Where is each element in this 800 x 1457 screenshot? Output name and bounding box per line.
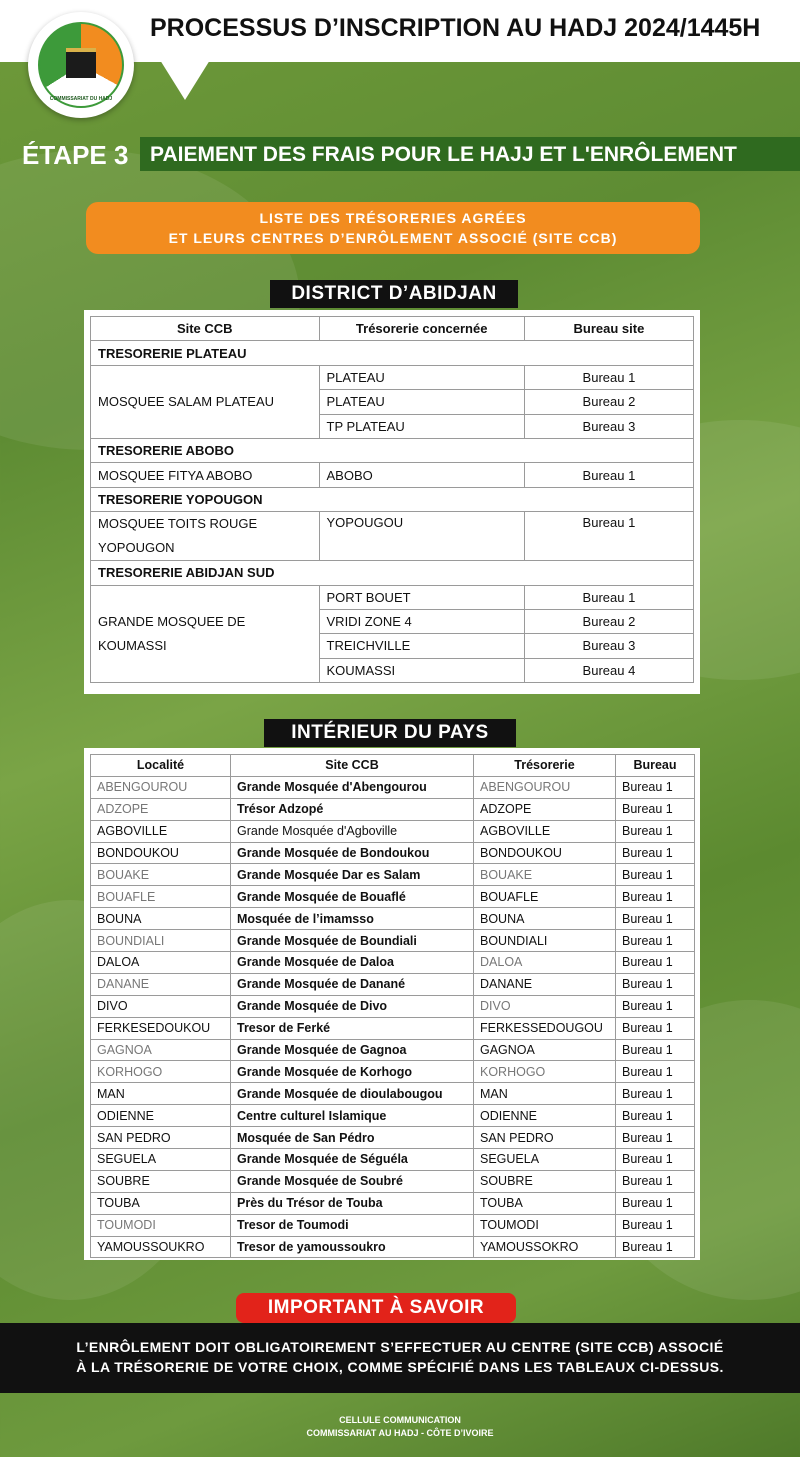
tresorerie-cell: DIVO bbox=[474, 995, 616, 1017]
bureau-cell: Bureau 1 bbox=[616, 820, 695, 842]
tresorerie-cell: KOUMASSI bbox=[319, 658, 524, 682]
site-cell: Mosquée de l’imamsso bbox=[231, 908, 474, 930]
site-cell: Grande Mosquée de Gagnoa bbox=[231, 1039, 474, 1061]
site-cell: Grande Mosquée de Danané bbox=[231, 973, 474, 995]
group-name: TRESORERIE YOPOUGON bbox=[91, 487, 694, 511]
table-row bbox=[91, 886, 695, 908]
localite-cell: KORHOGO bbox=[91, 1061, 231, 1083]
tresorerie-cell: YOPOUGOU bbox=[319, 512, 524, 561]
bureau-cell: Bureau 1 bbox=[524, 365, 693, 389]
group-row bbox=[91, 487, 694, 511]
tresorerie-cell: DALOA bbox=[474, 952, 616, 974]
logo-text: COMMISSARIAT DU HADJ bbox=[49, 96, 113, 102]
localite-cell: SOUBRE bbox=[91, 1170, 231, 1192]
table-row bbox=[91, 1017, 695, 1039]
localite-cell: MAN bbox=[91, 1083, 231, 1105]
column-header: Site CCB bbox=[91, 317, 320, 341]
localite-cell: FERKESEDOUKOU bbox=[91, 1017, 231, 1039]
tresorerie-cell: TOUBA bbox=[474, 1192, 616, 1214]
bureau-cell: Bureau 1 bbox=[616, 1192, 695, 1214]
site-cell: Grande Mosquée de Soubré bbox=[231, 1170, 474, 1192]
bureau-cell: Bureau 3 bbox=[524, 414, 693, 438]
localite-cell: BOUNA bbox=[91, 908, 231, 930]
localite-cell: SAN PEDRO bbox=[91, 1127, 231, 1149]
tresorerie-cell: BOUAKE bbox=[474, 864, 616, 886]
bureau-cell: Bureau 4 bbox=[524, 658, 693, 682]
localite-cell: BOUAKE bbox=[91, 864, 231, 886]
localite-cell: ADZOPE bbox=[91, 798, 231, 820]
table-row bbox=[91, 776, 695, 798]
bureau-cell: Bureau 1 bbox=[616, 1170, 695, 1192]
localite-cell: YAMOUSSOUKRO bbox=[91, 1236, 231, 1258]
tresorerie-cell: BONDOUKOU bbox=[474, 842, 616, 864]
column-header: Bureau site bbox=[524, 317, 693, 341]
table-row bbox=[91, 1214, 695, 1236]
tresorerie-cell: BOUAFLE bbox=[474, 886, 616, 908]
group-row bbox=[91, 438, 694, 462]
tresorerie-cell: DANANE bbox=[474, 973, 616, 995]
table-header-row bbox=[91, 317, 694, 341]
banner-line-1: LISTE DES TRÉSORERIES AGRÉES bbox=[259, 210, 527, 226]
table-row bbox=[91, 908, 695, 930]
column-header: Bureau bbox=[616, 755, 695, 777]
interieur-section-title: INTÉRIEUR DU PAYS bbox=[264, 719, 516, 747]
bureau-cell: Bureau 1 bbox=[616, 842, 695, 864]
tresorerie-cell: AGBOVILLE bbox=[474, 820, 616, 842]
bureau-cell: Bureau 1 bbox=[524, 512, 693, 561]
site-cell: Centre culturel Islamique bbox=[231, 1105, 474, 1127]
localite-cell: BOUNDIALI bbox=[91, 930, 231, 952]
step-title: PAIEMENT DES FRAIS POUR LE HAJJ ET L'ENRÔLEMENT bbox=[140, 137, 800, 171]
tresorerie-cell: VRIDI ZONE 4 bbox=[319, 609, 524, 633]
tresorerie-cell: TP PLATEAU bbox=[319, 414, 524, 438]
site-cell: MOSQUEE FITYA ABOBO bbox=[91, 463, 320, 487]
bureau-cell: Bureau 1 bbox=[616, 1017, 695, 1039]
table-row bbox=[91, 1039, 695, 1061]
localite-cell: DANANE bbox=[91, 973, 231, 995]
site-cell: Mosquée de San Pédro bbox=[231, 1127, 474, 1149]
bureau-cell: Bureau 1 bbox=[616, 1105, 695, 1127]
footer-line-2: COMMISSARIAT AU HADJ - CÔTE D’IVOIRE bbox=[306, 1428, 494, 1438]
site-cell: Grande Mosquée de Bondoukou bbox=[231, 842, 474, 864]
bureau-cell: Bureau 1 bbox=[616, 995, 695, 1017]
tresorerie-cell: TREICHVILLE bbox=[319, 634, 524, 658]
table-header-row bbox=[91, 755, 695, 777]
group-name: TRESORERIE ABOBO bbox=[91, 438, 694, 462]
kaaba-icon bbox=[66, 48, 96, 78]
table-row bbox=[91, 995, 695, 1017]
group-name: TRESORERIE ABIDJAN SUD bbox=[91, 561, 694, 585]
table-row bbox=[91, 973, 695, 995]
site-cell: Tresor de yamoussoukro bbox=[231, 1236, 474, 1258]
bureau-cell: Bureau 2 bbox=[524, 390, 693, 414]
tresorerie-cell: ABENGOUROU bbox=[474, 776, 616, 798]
site-cell: Grande Mosquée de Korhogo bbox=[231, 1061, 474, 1083]
tresorerie-cell: ODIENNE bbox=[474, 1105, 616, 1127]
tresorerie-cell: PLATEAU bbox=[319, 390, 524, 414]
table-row bbox=[91, 1149, 695, 1171]
tresorerie-cell: FERKESSEDOUGOU bbox=[474, 1017, 616, 1039]
table-row bbox=[91, 1127, 695, 1149]
tresorerie-cell: ABOBO bbox=[319, 463, 524, 487]
tresorerie-cell: TOUMODI bbox=[474, 1214, 616, 1236]
table-row bbox=[91, 1083, 695, 1105]
bureau-cell: Bureau 1 bbox=[616, 1083, 695, 1105]
site-cell: Grande Mosquée de Boundiali bbox=[231, 930, 474, 952]
tresorerie-cell: KORHOGO bbox=[474, 1061, 616, 1083]
localite-cell: ABENGOUROU bbox=[91, 776, 231, 798]
important-tag: IMPORTANT À SAVOIR bbox=[236, 1293, 516, 1323]
tresorerie-cell: BOUNDIALI bbox=[474, 930, 616, 952]
site-cell: Près du Trésor de Touba bbox=[231, 1192, 474, 1214]
table-row bbox=[91, 930, 695, 952]
bureau-cell: Bureau 1 bbox=[616, 1236, 695, 1258]
tresorerie-cell: PLATEAU bbox=[319, 365, 524, 389]
table-row bbox=[91, 365, 694, 389]
group-name: TRESORERIE PLATEAU bbox=[91, 341, 694, 365]
bureau-cell: Bureau 1 bbox=[524, 463, 693, 487]
tresorerie-cell: ADZOPE bbox=[474, 798, 616, 820]
site-cell: Grande Mosquée de dioulabougou bbox=[231, 1083, 474, 1105]
site-cell: Grande Mosquée d'Agboville bbox=[231, 820, 474, 842]
site-cell: Grande Mosquée Dar es Salam bbox=[231, 864, 474, 886]
bureau-cell: Bureau 1 bbox=[616, 864, 695, 886]
table-row bbox=[91, 512, 694, 561]
site-cell: Grande Mosquée d'Abengourou bbox=[231, 776, 474, 798]
site-cell: MOSQUEE TOITS ROUGE YOPOUGON bbox=[91, 512, 320, 561]
site-cell: Grande Mosquée de Bouaflé bbox=[231, 886, 474, 908]
bureau-cell: Bureau 1 bbox=[616, 952, 695, 974]
list-banner bbox=[86, 202, 700, 254]
localite-cell: BONDOUKOU bbox=[91, 842, 231, 864]
localite-cell: DALOA bbox=[91, 952, 231, 974]
bureau-cell: Bureau 1 bbox=[616, 1214, 695, 1236]
table-row bbox=[91, 1236, 695, 1258]
table-row bbox=[91, 1061, 695, 1083]
bureau-cell: Bureau 1 bbox=[616, 886, 695, 908]
bureau-cell: Bureau 1 bbox=[616, 776, 695, 798]
tresorerie-cell: SEGUELA bbox=[474, 1149, 616, 1171]
bureau-cell: Bureau 1 bbox=[616, 798, 695, 820]
tresorerie-cell: GAGNOA bbox=[474, 1039, 616, 1061]
table-row bbox=[91, 864, 695, 886]
column-header: Localité bbox=[91, 755, 231, 777]
localite-cell: TOUMODI bbox=[91, 1214, 231, 1236]
bureau-cell: Bureau 3 bbox=[524, 634, 693, 658]
localite-cell: DIVO bbox=[91, 995, 231, 1017]
bureau-cell: Bureau 1 bbox=[616, 1039, 695, 1061]
group-row bbox=[91, 341, 694, 365]
bureau-cell: Bureau 1 bbox=[616, 1149, 695, 1171]
site-cell: Grande Mosquée de Divo bbox=[231, 995, 474, 1017]
abidjan-table bbox=[84, 310, 700, 694]
table-row bbox=[91, 1105, 695, 1127]
important-notice bbox=[0, 1323, 800, 1393]
bureau-cell: Bureau 1 bbox=[524, 585, 693, 609]
header-notch bbox=[160, 60, 210, 100]
bureau-cell: Bureau 2 bbox=[524, 609, 693, 633]
table-row bbox=[91, 463, 694, 487]
footer-line-1: CELLULE COMMUNICATION bbox=[339, 1415, 461, 1425]
table-row bbox=[91, 798, 695, 820]
footer bbox=[0, 1414, 800, 1440]
site-cell: Grande Mosquée de Séguéla bbox=[231, 1149, 474, 1171]
localite-cell: GAGNOA bbox=[91, 1039, 231, 1061]
tresorerie-cell: YAMOUSSOKRO bbox=[474, 1236, 616, 1258]
site-cell: Tresor de Toumodi bbox=[231, 1214, 474, 1236]
table-row bbox=[91, 842, 695, 864]
table-row bbox=[91, 820, 695, 842]
interieur-table-body bbox=[91, 776, 695, 1258]
site-cell: MOSQUEE SALAM PLATEAU bbox=[91, 365, 320, 438]
table-row bbox=[91, 1170, 695, 1192]
bureau-cell: Bureau 1 bbox=[616, 930, 695, 952]
site-cell: GRANDE MOSQUEE DE KOUMASSI bbox=[91, 585, 320, 683]
site-cell: Grande Mosquée de Daloa bbox=[231, 952, 474, 974]
page-title: PROCESSUS D’INSCRIPTION AU HADJ 2024/1445H bbox=[150, 14, 761, 42]
tresorerie-cell: SAN PEDRO bbox=[474, 1127, 616, 1149]
localite-cell: AGBOVILLE bbox=[91, 820, 231, 842]
bureau-cell: Bureau 1 bbox=[616, 1127, 695, 1149]
column-header: Site CCB bbox=[231, 755, 474, 777]
localite-cell: TOUBA bbox=[91, 1192, 231, 1214]
bureau-cell: Bureau 1 bbox=[616, 908, 695, 930]
abidjan-section-title: DISTRICT D’ABIDJAN bbox=[270, 280, 518, 308]
table-row bbox=[91, 585, 694, 609]
table-row bbox=[91, 952, 695, 974]
column-header: Trésorerie concernée bbox=[319, 317, 524, 341]
commissariat-logo bbox=[28, 12, 134, 118]
table-row bbox=[91, 1192, 695, 1214]
group-row bbox=[91, 561, 694, 585]
localite-cell: BOUAFLE bbox=[91, 886, 231, 908]
bureau-cell: Bureau 1 bbox=[616, 1061, 695, 1083]
notice-line-2: À LA TRÉSORERIE DE VOTRE CHOIX, COMME SPÉCIFIÉ DANS LES TABLEAUX CI-DESSUS. bbox=[76, 1359, 724, 1375]
step-label: ÉTAPE 3 bbox=[22, 140, 129, 170]
notice-line-1: L’ENRÔLEMENT DOIT OBLIGATOIREMENT S’EFFECTUER AU CENTRE (SITE CCB) ASSOCIÉ bbox=[76, 1339, 724, 1355]
tresorerie-cell: PORT BOUET bbox=[319, 585, 524, 609]
tresorerie-cell: BOUNA bbox=[474, 908, 616, 930]
site-cell: Trésor Adzopé bbox=[231, 798, 474, 820]
site-cell: Tresor de Ferké bbox=[231, 1017, 474, 1039]
banner-line-2: ET LEURS CENTRES D’ENRÔLEMENT ASSOCIÉ (SITE CCB) bbox=[168, 230, 618, 246]
column-header: Trésorerie bbox=[474, 755, 616, 777]
localite-cell: ODIENNE bbox=[91, 1105, 231, 1127]
localite-cell: SEGUELA bbox=[91, 1149, 231, 1171]
bureau-cell: Bureau 1 bbox=[616, 973, 695, 995]
interieur-table bbox=[84, 748, 700, 1260]
tresorerie-cell: SOUBRE bbox=[474, 1170, 616, 1192]
tresorerie-cell: MAN bbox=[474, 1083, 616, 1105]
